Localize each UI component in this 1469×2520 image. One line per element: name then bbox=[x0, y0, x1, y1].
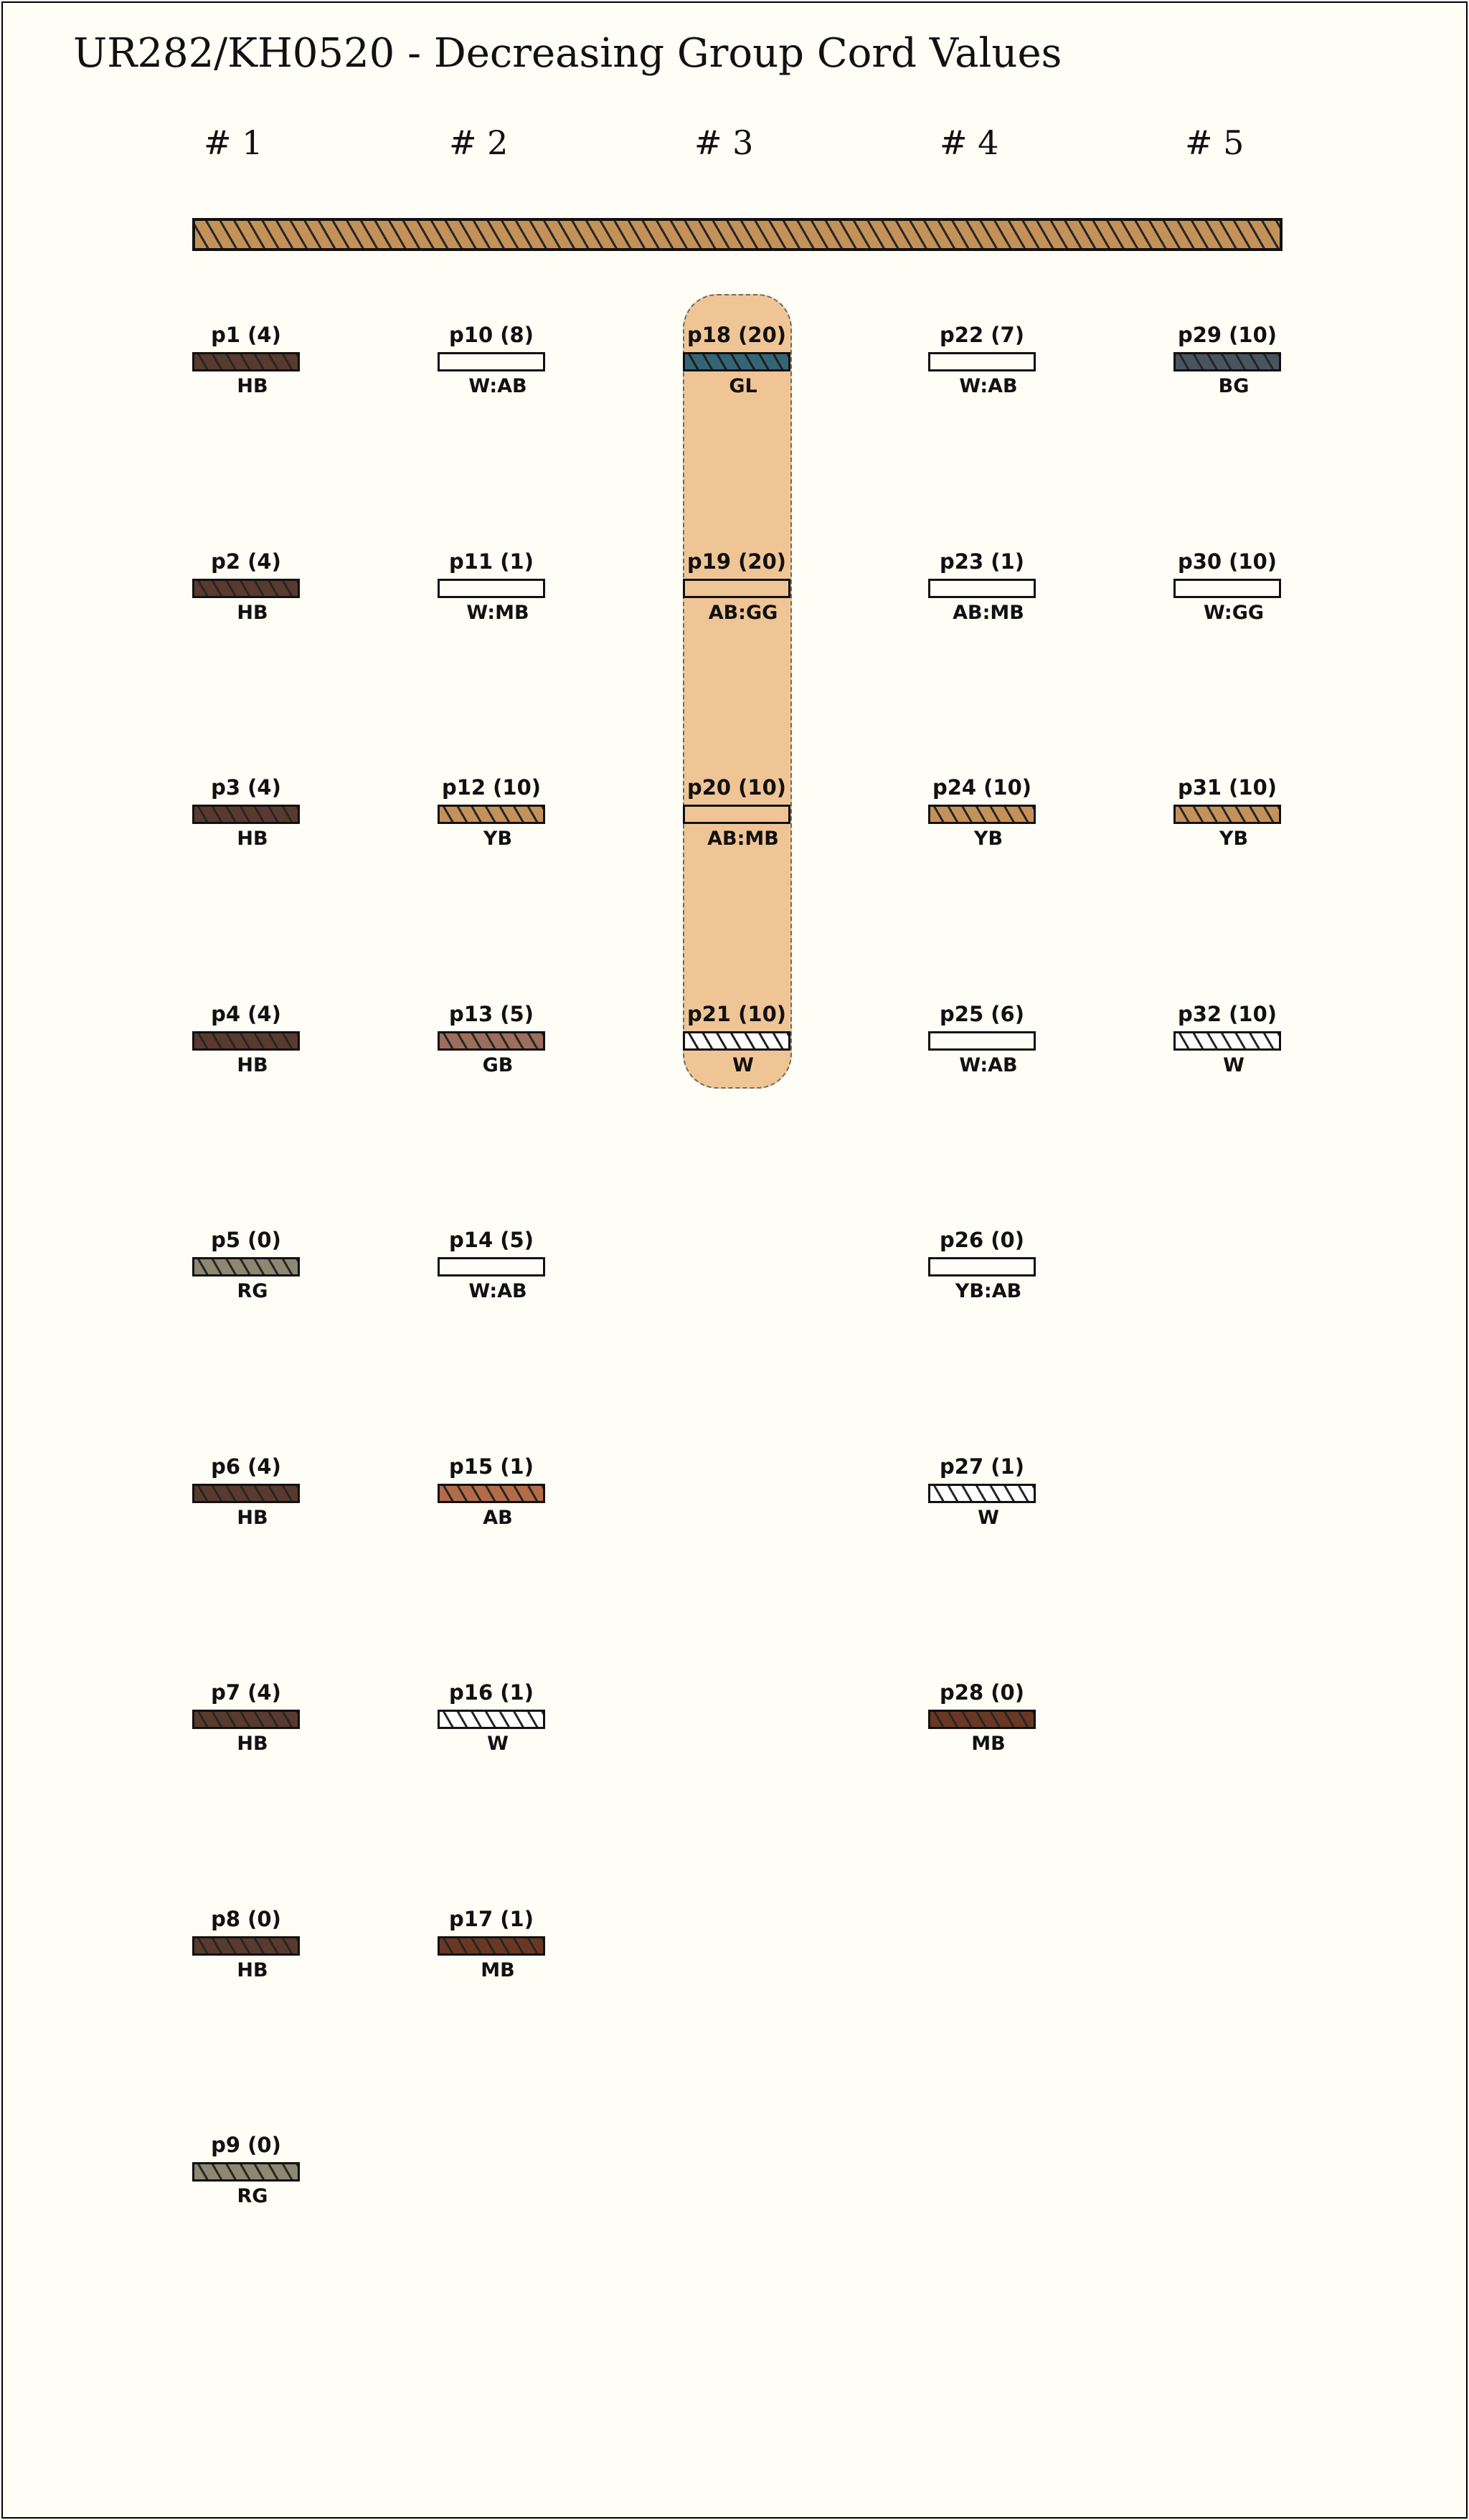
pendant-color-code: GL bbox=[729, 375, 757, 397]
pendant-color-bar bbox=[928, 1484, 1036, 1503]
pendant-label: p29 (10) bbox=[1177, 323, 1277, 347]
pendant-color-bar bbox=[683, 579, 790, 598]
pendant-color-bar bbox=[192, 1710, 300, 1729]
pendant-color-bar bbox=[438, 579, 545, 598]
pendant-color-bar bbox=[683, 805, 790, 824]
pendant-color-bar bbox=[192, 2162, 300, 2182]
pendant-label: p27 (1) bbox=[940, 1454, 1024, 1479]
pendant-label: p7 (4) bbox=[211, 1680, 281, 1705]
pendant-color-code: RG bbox=[237, 2185, 268, 2207]
pendant-label: p12 (10) bbox=[441, 775, 542, 800]
pendant-color-code: W bbox=[978, 1507, 999, 1529]
pendant-color-bar bbox=[438, 805, 545, 824]
pendant-label: p11 (1) bbox=[449, 549, 534, 574]
pendant-label: p18 (20) bbox=[686, 323, 787, 347]
pendant-label: p22 (7) bbox=[940, 323, 1024, 347]
pendant-label: p8 (0) bbox=[211, 1907, 281, 1931]
pendant-label: p23 (1) bbox=[940, 549, 1024, 574]
pendant-color-bar bbox=[438, 352, 545, 371]
pendant-color-bar bbox=[192, 352, 300, 371]
diagram-title: UR282/KH0520 - Decreasing Group Cord Values bbox=[73, 30, 1062, 77]
pendant-color-code: MB bbox=[481, 1959, 515, 1981]
pendant-label: p2 (4) bbox=[211, 549, 281, 574]
pendant-color-code: W:AB bbox=[468, 1280, 527, 1302]
pendant-label: p13 (5) bbox=[449, 1002, 534, 1026]
pendant-color-bar bbox=[192, 805, 300, 824]
pendant-color-code: W:GG bbox=[1203, 602, 1265, 624]
pendant-color-bar bbox=[192, 1257, 300, 1276]
pendant-color-code: W:AB bbox=[468, 375, 527, 397]
pendant-color-code: W bbox=[732, 1054, 754, 1076]
pendant-color-bar bbox=[438, 1936, 545, 1956]
pendant-label: p9 (0) bbox=[211, 2133, 281, 2157]
pendant-color-code: HB bbox=[237, 1733, 268, 1755]
pendant-label: p32 (10) bbox=[1177, 1002, 1277, 1026]
group-label-5: # 5 bbox=[1185, 123, 1244, 162]
pendant-color-code: GB bbox=[482, 1054, 514, 1076]
pendant-label: p1 (4) bbox=[211, 323, 281, 347]
pendant-label: p28 (0) bbox=[940, 1680, 1024, 1705]
pendant-color-code: AB:MB bbox=[707, 828, 779, 850]
pendant-color-bar bbox=[438, 1484, 545, 1503]
pendant-color-bar bbox=[928, 1031, 1036, 1051]
pendant-color-bar bbox=[438, 1031, 545, 1051]
pendant-color-bar bbox=[438, 1257, 545, 1276]
pendant-label: p26 (0) bbox=[940, 1228, 1024, 1252]
pendant-color-bar bbox=[192, 1936, 300, 1956]
pendant-label: p10 (8) bbox=[449, 323, 534, 347]
pendant-color-bar bbox=[928, 352, 1036, 371]
pendant-label: p21 (10) bbox=[686, 1002, 787, 1026]
primary-cord bbox=[192, 218, 1283, 251]
pendant-color-code: RG bbox=[237, 1280, 268, 1302]
pendant-color-code: AB:GG bbox=[708, 602, 778, 624]
group-label-4: # 4 bbox=[940, 123, 999, 162]
pendant-color-bar bbox=[683, 1031, 790, 1051]
pendant-color-bar bbox=[683, 352, 790, 371]
pendant-color-bar bbox=[1173, 352, 1281, 371]
pendant-color-code: HB bbox=[237, 602, 268, 624]
pendant-label: p15 (1) bbox=[449, 1454, 534, 1479]
group-3-highlight bbox=[683, 294, 792, 1089]
pendant-label: p4 (4) bbox=[211, 1002, 281, 1026]
pendant-color-bar bbox=[438, 1710, 545, 1729]
pendant-color-code: MB bbox=[971, 1733, 1006, 1755]
pendant-label: p5 (0) bbox=[211, 1228, 281, 1252]
pendant-color-code: W:MB bbox=[466, 602, 529, 624]
pendant-color-code: HB bbox=[237, 1959, 268, 1981]
pendant-color-code: W bbox=[1223, 1054, 1244, 1076]
pendant-color-code: W bbox=[487, 1733, 509, 1755]
pendant-color-bar bbox=[928, 805, 1036, 824]
group-label-3: # 3 bbox=[694, 123, 754, 162]
pendant-label: p17 (1) bbox=[449, 1907, 534, 1931]
pendant-color-code: HB bbox=[237, 375, 268, 397]
pendant-color-code: AB bbox=[483, 1507, 513, 1529]
pendant-color-code: YB bbox=[973, 828, 1003, 850]
pendant-color-bar bbox=[928, 579, 1036, 598]
pendant-label: p25 (6) bbox=[940, 1002, 1024, 1026]
pendant-color-code: YB bbox=[1219, 828, 1249, 850]
pendant-label: p31 (10) bbox=[1177, 775, 1277, 800]
pendant-label: p24 (10) bbox=[932, 775, 1032, 800]
pendant-color-code: HB bbox=[237, 1054, 268, 1076]
group-label-1: # 1 bbox=[204, 123, 263, 162]
pendant-label: p19 (20) bbox=[686, 549, 787, 574]
pendant-color-code: YB:AB bbox=[955, 1280, 1022, 1302]
pendant-color-bar bbox=[192, 1031, 300, 1051]
pendant-label: p30 (10) bbox=[1177, 549, 1277, 574]
pendant-color-code: YB bbox=[483, 828, 513, 850]
pendant-color-bar bbox=[928, 1710, 1036, 1729]
pendant-label: p3 (4) bbox=[211, 775, 281, 800]
pendant-color-code: BG bbox=[1218, 375, 1250, 397]
pendant-color-code: W:AB bbox=[959, 375, 1018, 397]
pendant-label: p14 (5) bbox=[449, 1228, 534, 1252]
pendant-label: p16 (1) bbox=[449, 1680, 534, 1705]
pendant-color-bar bbox=[1173, 805, 1281, 824]
group-label-2: # 2 bbox=[449, 123, 509, 162]
pendant-label: p6 (4) bbox=[211, 1454, 281, 1479]
pendant-color-code: HB bbox=[237, 828, 268, 850]
pendant-color-code: AB:MB bbox=[953, 602, 1024, 624]
pendant-color-code: W:AB bbox=[959, 1054, 1018, 1076]
pendant-label: p20 (10) bbox=[686, 775, 787, 800]
pendant-color-bar bbox=[928, 1257, 1036, 1276]
pendant-color-bar bbox=[1173, 579, 1281, 598]
pendant-color-bar bbox=[1173, 1031, 1281, 1051]
khipu-diagram bbox=[1, 1, 1468, 2519]
pendant-color-code: HB bbox=[237, 1507, 268, 1529]
pendant-color-bar bbox=[192, 579, 300, 598]
pendant-color-bar bbox=[192, 1484, 300, 1503]
